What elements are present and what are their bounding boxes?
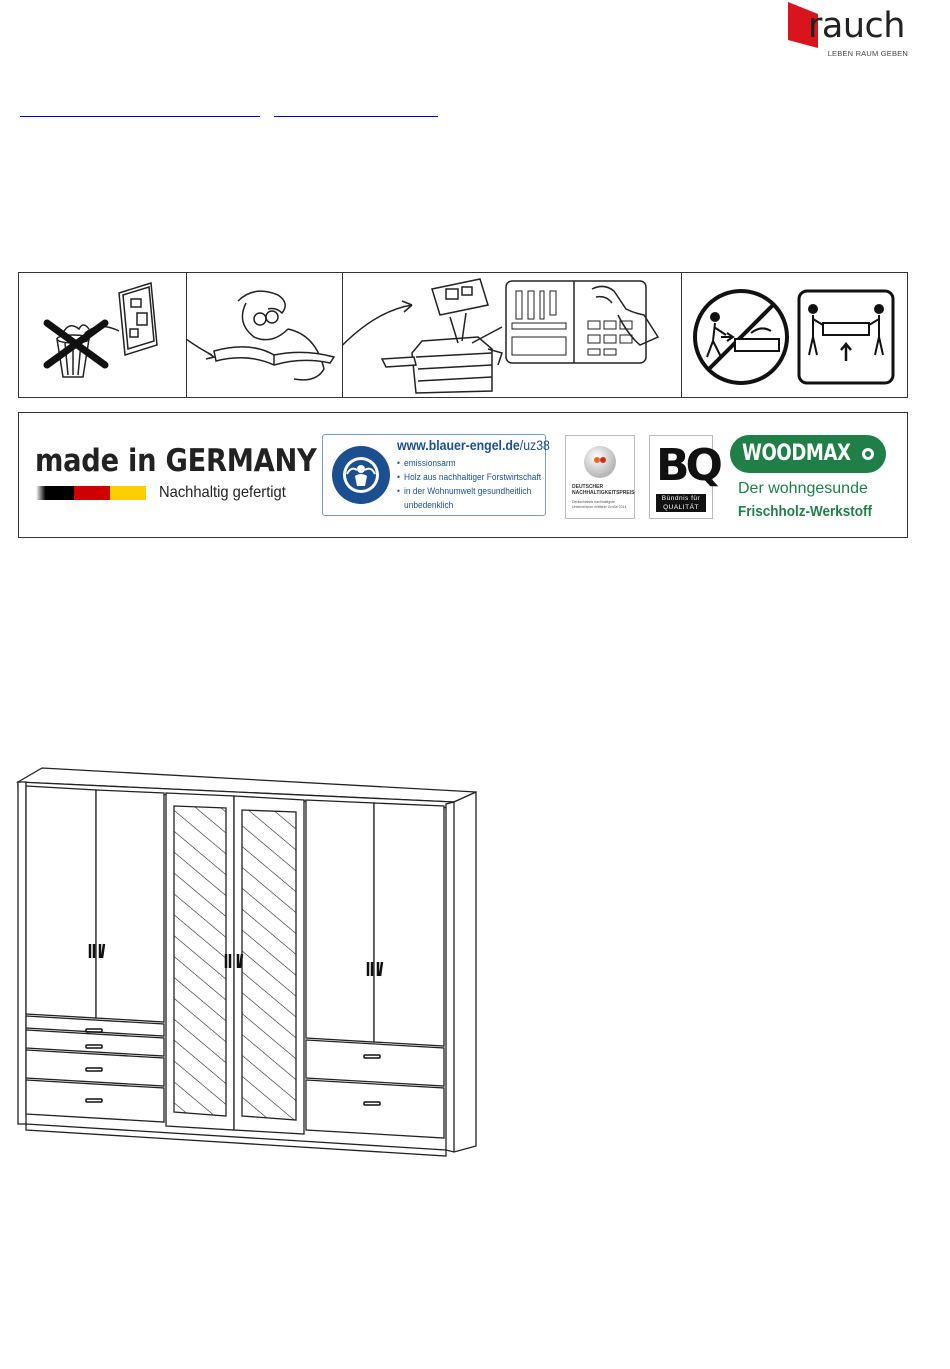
two-person-lift-icon (681, 273, 907, 397)
woodmax-leaf-icon (860, 446, 876, 462)
woodmax-badge (730, 435, 890, 525)
instruction-panel-store (342, 273, 682, 397)
list-item: • Holz aus nachhaltiger Forstwirtschaft (397, 472, 542, 483)
made-in-germany-title: made in GERMANY (35, 443, 317, 479)
instruction-panel-read (186, 273, 343, 397)
list-item: • in der Wohnumwelt gesundheitlich (397, 486, 532, 497)
bq-badge (649, 435, 719, 519)
woodmax-pill (730, 435, 886, 473)
nachhaltigkeitspreis-badge (565, 435, 635, 519)
instruction-panel-lift (681, 273, 908, 397)
bq-letters: BQ (656, 440, 719, 491)
store-instructions-icon (342, 273, 680, 397)
blauer-engel-badge (322, 434, 550, 516)
sustainability-award-globe-icon (582, 444, 618, 480)
list-item: • emissionsarm (397, 458, 456, 469)
made-in-germany-subtitle: Nachhaltig gefertigt (159, 484, 286, 501)
german-flag-gradient-icon (36, 486, 146, 500)
instruction-panel-discard (19, 273, 187, 397)
woodmax-line-2: Frischholz-Werkstoff (738, 503, 873, 520)
nachhaltigkeitspreis-title: DEUTSCHER NACHHALTIGKEITSPREIS (572, 484, 635, 496)
list-item: unbedenklich (404, 500, 454, 511)
instruction-pictogram-strip (18, 272, 908, 398)
woodmax-name: WOODMAX (742, 441, 851, 466)
blauer-engel-points (397, 457, 561, 513)
document-link-1[interactable] (20, 100, 260, 117)
blauer-engel-seal-icon (331, 444, 391, 506)
wardrobe-illustration (14, 760, 484, 1162)
blauer-engel-url[interactable]: www.blauer-engel.de/uz38 (397, 437, 550, 453)
document-link-2[interactable] (274, 100, 438, 117)
brand-logo (786, 2, 910, 60)
discard-instructions-icon (19, 273, 185, 397)
certifications-strip (18, 412, 908, 538)
brand-claim: LEBEN RAUM GEBEN (827, 49, 908, 58)
woodmax-line-1: Der wohngesunde (738, 480, 868, 497)
read-instructions-icon (186, 273, 341, 397)
bq-subtitle: Bündnis für QUALITÄT (656, 494, 706, 512)
brand-logo-wordmark: rauch (808, 6, 905, 46)
nachhaltigkeitspreis-small-print: Deutschlands nachhaltigste Unternehmen mittlerer Größe 2014 (572, 500, 627, 509)
